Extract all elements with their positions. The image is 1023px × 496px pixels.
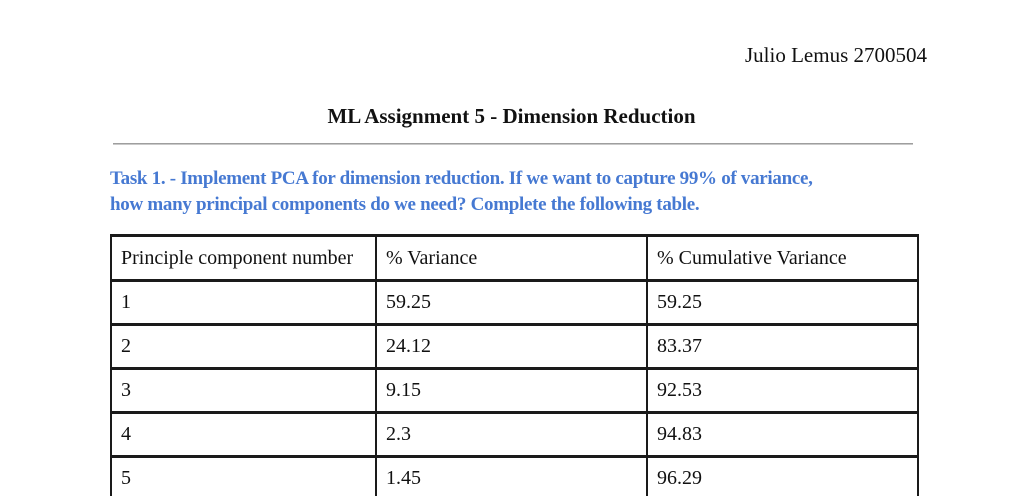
table-cell: 59.25 — [647, 281, 918, 325]
table-cell: 9.15 — [376, 369, 647, 413]
table-header-row — [111, 236, 918, 281]
task-description — [110, 166, 940, 218]
table-cell: 2 — [111, 325, 376, 369]
document-title: ML Assignment 5 - Dimension Reduction — [327, 104, 696, 128]
table-cell: 24.12 — [376, 325, 647, 369]
table-header-cumulative-variance: % Cumulative Variance — [647, 236, 918, 281]
task-line-1: Task 1. - Implement PCA for dimension reduction. If we want to capture 99% of variance, — [110, 168, 813, 189]
table-cell: 96.29 — [647, 457, 918, 496]
title-divider — [113, 143, 913, 145]
table-cell: 2.3 — [376, 413, 647, 457]
table-row — [111, 369, 918, 413]
table-cell: 83.37 — [647, 325, 918, 369]
table-cell: 92.53 — [647, 369, 918, 413]
table-header-variance: % Variance — [376, 236, 647, 281]
author-name: Julio Lemus 2700504 — [745, 43, 927, 67]
table-row — [111, 413, 918, 457]
table-cell: 5 — [111, 457, 376, 496]
table-cell: 3 — [111, 369, 376, 413]
pca-table — [110, 234, 919, 496]
table-cell: 4 — [111, 413, 376, 457]
table-header-principle-component: Principle component number — [111, 236, 376, 281]
table-row — [111, 325, 918, 369]
table-cell: 1 — [111, 281, 376, 325]
table-cell: 94.83 — [647, 413, 918, 457]
table-cell: 59.25 — [376, 281, 647, 325]
table-row — [111, 281, 918, 325]
table-cell: 1.45 — [376, 457, 647, 496]
table-row — [111, 457, 918, 496]
task-line-2: how many principal components do we need? Complete the following table. — [110, 194, 700, 215]
